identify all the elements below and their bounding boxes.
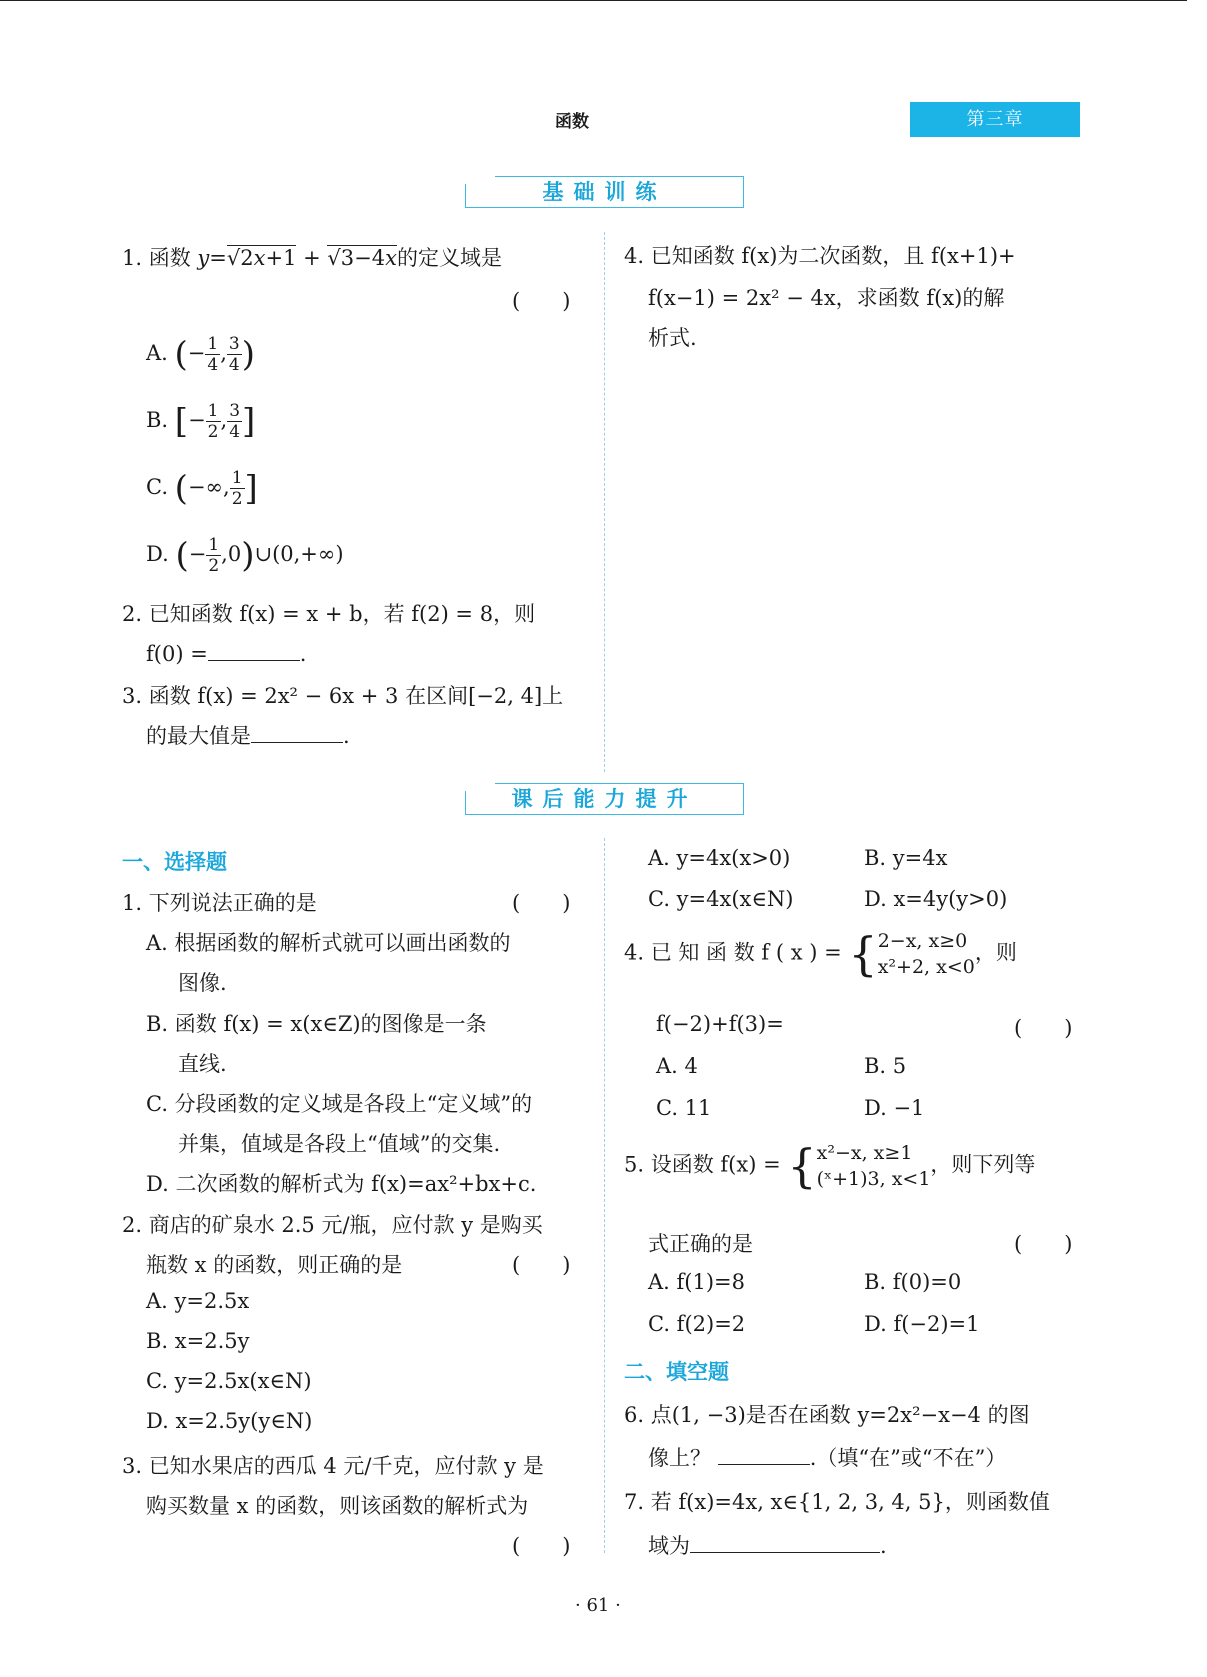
adv-q4-line2: f(−2)+f(3)= <box>656 1012 784 1036</box>
adv-q1-option-c: C. 分段函数的定义域是各段上“定义域”的 <box>146 1092 533 1116</box>
adv-q1-option-c-cont: 并集，值域是各段上“值域”的交集. <box>178 1132 501 1156</box>
adv-q5-line2: 式正确的是 <box>648 1232 753 1256</box>
adv-q5-option-c: C. f(2)=2 <box>648 1312 746 1336</box>
chapter-tab: 第三章 <box>910 102 1080 137</box>
basic-q3-line1: 3. 函数 f(x) = 2x² − 6x + 3 在区间[−2, 4]上 <box>122 684 564 708</box>
adv-q3-line2: 购买数量 x 的函数，则该函数的解析式为 <box>146 1494 529 1518</box>
basic-q4-line3: 析式. <box>648 326 697 350</box>
adv-q4-option-d: D. −1 <box>864 1096 925 1120</box>
adv-q1-option-a-cont: 图像. <box>178 971 227 995</box>
adv-q3-option-b: B. y=4x <box>864 846 948 870</box>
adv-q5-option-a: A. f(1)=8 <box>648 1270 745 1294</box>
adv-q5-paren: ( ) <box>1014 1232 1073 1256</box>
adv-q1-option-d: D. 二次函数的解析式为 f(x)=ax²+bx+c. <box>146 1172 537 1196</box>
adv-q2-line2: 瓶数 x 的函数，则正确的是 <box>146 1253 403 1277</box>
heading-fill-blank: 二、填空题 <box>624 1360 729 1384</box>
adv-q7-line2: 域为 . <box>648 1530 887 1560</box>
adv-q2-option-c: C. y=2.5x(x∈N) <box>146 1369 312 1393</box>
adv-q2-line1: 2. 商店的矿泉水 2.5 元/瓶，应付款 y 是购买 <box>122 1213 543 1237</box>
adv-q4-stem: 4. 已 知 函 数 f ( x ) = { 2−x, x≥0 x²+2, x<0 ，则 <box>624 927 1017 981</box>
basic-q4-line2: f(x−1) = 2x² − 4x，求函数 f(x)的解 <box>648 286 1005 310</box>
adv-q2-option-b: B. x=2.5y <box>146 1329 250 1353</box>
adv-q5-option-d: D. f(−2)=1 <box>864 1312 980 1336</box>
section-banner-advanced: 课后能力提升 <box>465 783 744 815</box>
heading-choice: 一、选择题 <box>122 850 227 874</box>
adv-q3-option-c: C. y=4x(x∈N) <box>648 887 794 911</box>
adv-q6-line1: 6. 点(1, −3)是否在函数 y=2x²−x−4 的图 <box>624 1403 1030 1427</box>
adv-q4-option-c: C. 11 <box>656 1096 712 1120</box>
adv-q1-option-b-cont: 直线. <box>178 1052 227 1076</box>
adv-q6-line2: 像上？ .（填“在”或“不在”） <box>648 1442 1006 1472</box>
adv-q2-option-d: D. x=2.5y(y∈N) <box>146 1409 313 1433</box>
section-banner-basic: 基础训练 <box>465 176 744 208</box>
adv-q3-paren: ( ) <box>512 1534 571 1558</box>
adv-q5-option-b: B. f(0)=0 <box>864 1270 962 1294</box>
basic-q2-line2: f(0) = . <box>146 638 306 666</box>
basic-q1-option-c: C. (−∞, $\frac{1}{2}$ ] <box>146 468 258 509</box>
adv-q3-option-a: A. y=4x(x>0) <box>648 846 791 870</box>
basic-q1-paren: ( ) <box>512 289 571 313</box>
adv-q1-paren: ( ) <box>512 891 571 915</box>
basic-q3-line2: 的最大值是 . <box>146 720 350 750</box>
adv-q3-option-d: D. x=4y(y>0) <box>864 887 1008 911</box>
basic-q1-option-b: B. [− $\frac{1}{2}$ , $\frac{3}{4}$ ] <box>146 401 256 442</box>
adv-q4-option-a: A. 4 <box>656 1054 698 1078</box>
basic-q4-line1: 4. 已知函数 f(x)为二次函数，且 f(x+1)+ <box>624 244 1016 268</box>
adv-q1-option-b: B. 函数 f(x) = x(x∈Z)的图像是一条 <box>146 1012 487 1036</box>
adv-q2-paren: ( ) <box>512 1253 571 1277</box>
adv-q1-stem: 1. 下列说法正确的是 <box>122 891 317 915</box>
basic-q1-option-d: D. (− $\frac{1}{2}$ ,0)∪(0,+∞) <box>146 535 344 576</box>
adv-q4-option-b: B. 5 <box>864 1054 907 1078</box>
adv-q5-stem: 5. 设函数 f(x) = { x²−x, x≥1 (ˣ+1)3, x<1 ，则下列等 <box>624 1139 1036 1193</box>
adv-q3-line1: 3. 已知水果店的西瓜 4 元/千克，应付款 y 是 <box>122 1454 544 1478</box>
column-divider-top <box>604 232 605 772</box>
column-divider-bottom <box>604 838 605 1553</box>
adv-q2-option-a: A. y=2.5x <box>146 1289 250 1313</box>
running-header-title: 函数 <box>555 112 589 132</box>
basic-q2-line1: 2. 已知函数 f(x) = x + b，若 f(2) = 8，则 <box>122 602 536 626</box>
page-number: · 61 · <box>575 1595 621 1616</box>
page-frame-line <box>0 0 1187 1</box>
adv-q4-paren: ( ) <box>1014 1016 1073 1040</box>
basic-q1-option-a: A. (− $\frac{1}{4}$ , $\frac{3}{4}$ ) <box>146 334 256 375</box>
adv-q7-line1: 7. 若 f(x)=4x, x∈{1, 2, 3, 4, 5}，则函数值 <box>624 1490 1050 1514</box>
basic-q1-stem: 1. 函数 y=√2x+1 + √3−4x的定义域是 <box>122 246 502 270</box>
adv-q1-option-a: A. 根据函数的解析式就可以画出函数的 <box>146 931 511 955</box>
